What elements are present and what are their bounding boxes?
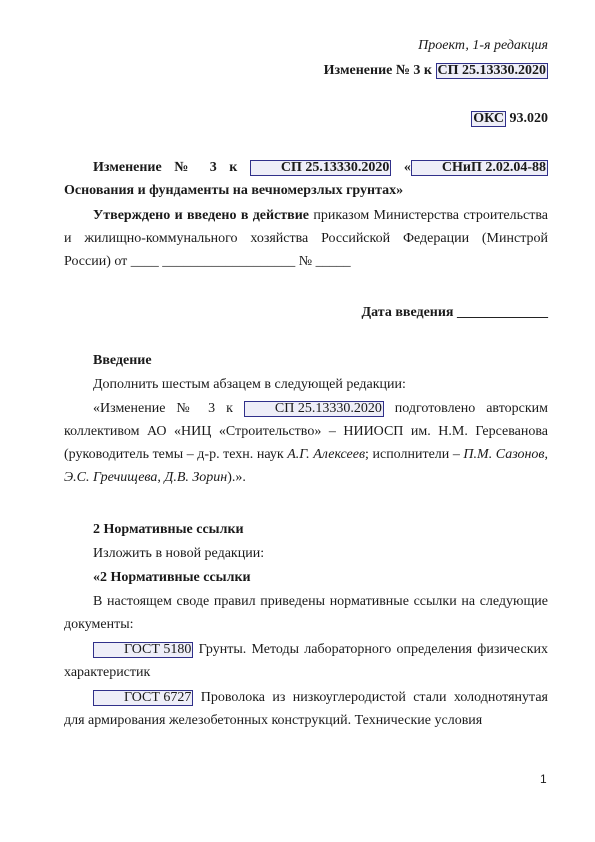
document-title: Изменение № 3 к СП 25.13330.2020 « СНиП 2.02.04-88 Основания и фундаменты на вечномерзлых грунтах» [64, 160, 546, 198]
title-sp-link[interactable]: СП 25.13330.2020 [250, 160, 392, 176]
page-number: 1 [540, 772, 547, 786]
intro-heading: Введение [93, 353, 152, 368]
refs-instruction: Изложить в новой редакции: [93, 546, 265, 561]
ref-item-gost-6727: ГОСТ 6727 Проволока из низкоуглеродистой стали холоднотянутая для армирования железобетонных конструкций. Технические условия [64, 690, 548, 728]
refs-heading: 2 Нормативные ссылки [93, 522, 244, 537]
title-snip-link[interactable]: СНиП 2.02.04-88 [411, 160, 548, 176]
gost-6727-link[interactable]: ГОСТ 6727 [93, 690, 193, 706]
refs-intro-text: В настоящем своде правил приведены нормативные ссылки на следующие документы: [64, 594, 548, 632]
gost-5180-link[interactable]: ГОСТ 5180 [93, 642, 193, 658]
refs-subheading: «2 Нормативные ссылки [93, 570, 251, 585]
oks-link[interactable]: ОКС [473, 111, 504, 126]
intro-quote: «Изменение № 3 к СП 25.13330.2020 подготовлено авторским коллективом АО «НИЦ «Строительство» – НИИОСП им. Н.М. Герсеванова (руководитель темы – д-р. техн. наук А.Г. Алексеев; исполнители – П.М. Сазонов, Э.С. Гречищева, Д.В. Зорин).». [64, 401, 548, 485]
intro-sp-link[interactable]: СП 25.13330.2020 [244, 401, 384, 417]
ref-item-gost-5180: ГОСТ 5180 Грунты. Методы лабораторного определения физических характеристик [64, 642, 548, 680]
introduction-date: Дата введения _____________ [361, 305, 548, 320]
header-sp-link[interactable]: СП 25.13330.2020 [437, 63, 546, 78]
oks-code: ОКС 93.020 [473, 111, 548, 126]
header-change-title: Изменение № 3 к СП 25.13330.2020 [323, 63, 546, 78]
intro-instruction: Дополнить шестым абзацем в следующей редакции: [93, 377, 406, 392]
approval-paragraph: Утверждено и введено в действие приказом Министерства строительства и жилищно-коммунального хозяйства Российской Федерации (Минстрой России) от ____ ___________________ № _____ [64, 208, 548, 269]
draft-label: Проект, 1-я редакция [418, 38, 548, 53]
